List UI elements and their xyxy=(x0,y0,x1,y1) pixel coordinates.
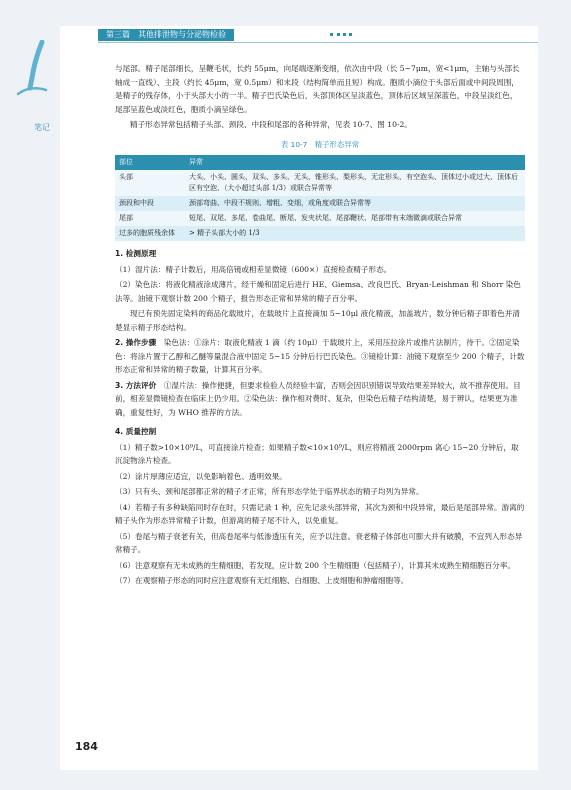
document-body xyxy=(115,62,525,590)
principle-paragraph-2: （2）染色法：将液化精液涂成薄片，经干燥和固定后进行 HE、Giemsa、改良巴氏、Bryan-Leishman 和 Shorr 染色法等。油镜下观察计数 200 个精子，报告形态正常和异常的精子百分率。 xyxy=(115,280,521,303)
table-caption: 表 10-7 精子形态异常 xyxy=(280,139,360,149)
principle-paragraph-1: （1）湿片法：精子计数后，用高倍镜或相差显微镜（600×）直接检查精子形态。 xyxy=(115,264,392,274)
qc-paragraph-7: （7）在观察精子形态的同时应注意观察有无红细胞、白细胞、上皮细胞和肿瘤细胞等。 xyxy=(115,576,409,585)
table-cell-part: 过多的胞质残余体 xyxy=(115,226,185,241)
table-row xyxy=(115,196,525,211)
table-cell-part: 尾部 xyxy=(115,211,185,226)
qc-paragraph-2: （2）涂片厚薄应适宜，以免影响着色、透明效果。 xyxy=(115,471,287,481)
principle-paragraph-3: 现已有预先固定染料的商品化载玻片，在载玻片上直接滴加 5~10μl 液化精液，加盖玻片，数分钟后精子即着色并清楚显示精子形态结构。 xyxy=(115,309,520,332)
qc-paragraph-3: （3）只有头、颈和尾部都正常的精子才正常，所有形态学处于临界状态的精子均列为异常。 xyxy=(115,487,424,496)
section-heading-evaluation: 3. 方法评价 xyxy=(115,380,157,390)
chapter-title: 第三篇 其他排泄物与分泌物检验 xyxy=(98,29,234,41)
section-heading-quality-control: 4. 质量控制 xyxy=(115,427,157,436)
qc-paragraph-5: （5）卷尾与精子衰老有关，但高卷尾率与低渗透压有关，应予以注意。衰老精子体部也可膨大并有破膜，不宜列入形态异常精子。 xyxy=(115,531,523,554)
qc-paragraph-4: （4）若精子有多种缺陷同时存在时，只需记录 1 种，应先记录头部异常，其次为颈和中段异常，最后是尾部异常。游离的精子头作为形态异常精子计数，但游离的精子尾不计入，以免重复。 xyxy=(115,502,525,525)
intro-paragraph-2: 精子形态异常包括精子头部、颈段、中段和尾部的各种异常，见表 10-7、图 10-2。 xyxy=(130,120,412,129)
table-header-row xyxy=(115,155,525,170)
table-row xyxy=(115,211,525,226)
chapter-dots-decoration xyxy=(330,33,352,40)
table-cell-part: 颈段和中段 xyxy=(115,196,185,211)
note-label: 笔记 xyxy=(34,123,50,132)
intro-paragraph-1: 与尾部。精子尾部细长，呈鞭毛状，长约 55μm，向尾端逐渐变细，依次由中段（长 5~7μm，宽<1μm，主轴与头部长轴成一直线）、主段（约长 45μm，宽 0.5μm）和末段（结构简单而且短）构成。胞质小滴位于头部后面或中间段周围，是精子的残存体，小于头部大小的一半。精子巴氏染色后，头部顶体区呈淡蓝色，顶体后区域呈深蓝色，中段呈淡红色，尾部呈蓝色或淡红色，胞质小滴呈绿色。 xyxy=(115,64,520,114)
page-number: 184 xyxy=(75,740,98,753)
table-cell-abnormality: 短尾、双尾、多尾、卷曲尾、断尾、发夹状尾、尾部鞭状、尾部带有末端微滴或联合异常 xyxy=(185,211,525,226)
table-row xyxy=(115,170,525,196)
morphology-table xyxy=(115,155,525,241)
note-margin xyxy=(12,40,56,132)
pen-note-icon xyxy=(12,40,56,100)
table-header-abnormality: 异常 xyxy=(185,155,525,170)
section-heading-procedure: 2. 操作步骤 xyxy=(115,338,157,347)
table-cell-abnormality: > 精子头部大小的 1/3 xyxy=(185,226,525,241)
table-row xyxy=(115,226,525,241)
table-header-part: 部位 xyxy=(115,155,185,170)
qc-paragraph-6: （6）注意观察有无未成熟的生精细胞，若发现，应计数 200 个生精细胞（包括精子），计算其未成熟生精细胞百分率。 xyxy=(115,560,516,570)
chapter-rule xyxy=(98,42,538,43)
table-cell-abnormality: 大头、小头、圆头、双头、多头、无头、锥形头、梨形头、无定形头、有空泡头、顶体过小或过大、顶体后区有空泡、（大小超过头部 1/3）或联合异常等 xyxy=(185,170,525,196)
procedure-paragraph: 染色法：①涂片：取液化精液 1 滴（约 10μl）于载玻片上，采用压拉涂片或推片法制片，待干。②固定染色：将涂片置于乙醇和乙醚等量混合液中固定 5~15 分钟后行巴氏染色。③镜检计算：油镜下观察至少 200 个精子，计数形态正常和异常的精子数量，计算其百分率。 xyxy=(115,338,525,374)
table-cell-abnormality: 颈部弯曲、中段不规则、增粗、变细，或角度或联合异常等 xyxy=(185,196,525,211)
evaluation-paragraph: ①湿片法：操作便捷，但要求检验人员经验丰富，否则会因识别错误导致结果差异较大，故不推荐使用。目前，相差显微镜检查在临床上仍少用。②染色法：操作相对费时、复杂，但染色后精子结构清楚，易于辨认，结果更为准确，重复性好，为 WHO 推荐的方法。 xyxy=(115,380,521,417)
section-heading-principle: 1. 检测原理 xyxy=(115,249,157,258)
table-cell-part: 头部 xyxy=(115,170,185,196)
qc-paragraph-1: （1）精子数>10×10⁹/L，可直接涂片检查；如果精子数<10×10⁹/L，则应将精液 2000rpm 离心 15~20 分钟后，取沉淀物涂片检查。 xyxy=(115,442,519,465)
